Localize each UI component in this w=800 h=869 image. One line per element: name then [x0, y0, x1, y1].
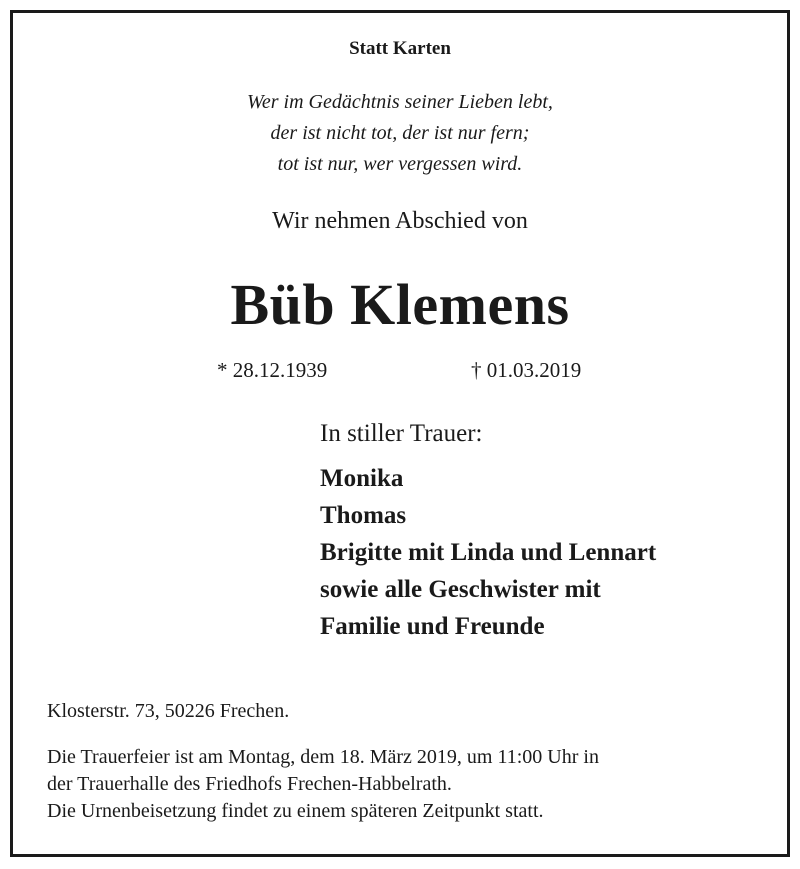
funeral-details [47, 744, 599, 825]
memorial-quote [0, 87, 800, 180]
details-line: Die Trauerfeier ist am Montag, dem 18. März 2019, um 11:00 Uhr in [47, 746, 599, 768]
mourner-item: Brigitte mit Linda und Lennart [320, 539, 657, 566]
quote-line: der ist nicht tot, der ist nur fern; [270, 122, 530, 144]
mourners-list [320, 460, 656, 645]
header-text: Statt Karten [349, 38, 451, 59]
details-line: Die Urnenbeisetzung findet zu einem späteren Zeitpunkt statt. [47, 800, 544, 822]
address-text: Klosterstr. 73, 50226 Frechen. [47, 700, 290, 722]
death-date: † 01.03.2019 [471, 358, 582, 382]
quote-line: tot ist nur, wer vergessen wird. [277, 153, 523, 175]
deceased-name: Büb Klemens [230, 272, 570, 337]
quote-line: Wer im Gedächtnis seiner Lieben lebt, [247, 91, 553, 113]
mourning-label: In stiller Trauer: [320, 420, 483, 447]
intro-text: Wir nehmen Abschied von [272, 208, 528, 234]
mourner-item: Thomas [320, 502, 407, 529]
mourner-item: sowie alle Geschwister mit [320, 576, 601, 603]
mourner-item: Monika [320, 465, 404, 492]
mourner-item: Familie und Freunde [320, 613, 545, 640]
birth-date: * 28.12.1939 [217, 358, 328, 382]
details-line: der Trauerhalle des Friedhofs Frechen-Habbelrath. [47, 773, 452, 795]
